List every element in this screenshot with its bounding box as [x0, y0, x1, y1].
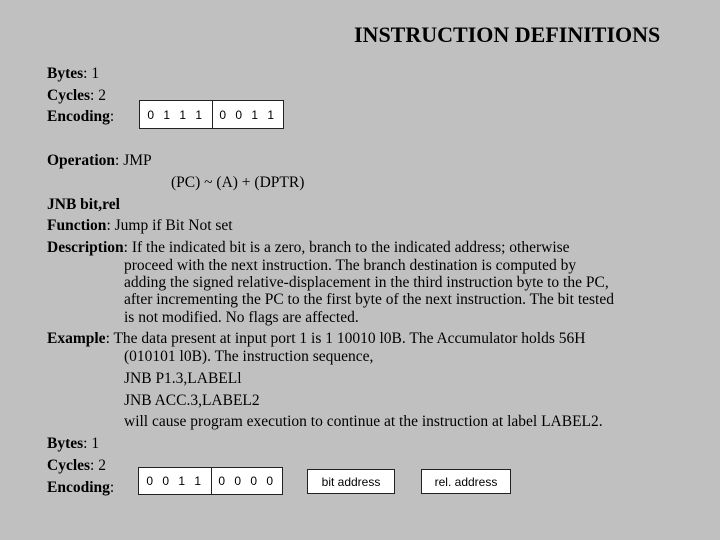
jnb-description	[47, 239, 570, 257]
jmp-bytes	[47, 65, 99, 83]
example-code-line: JNB P1.3,LABELl	[124, 370, 242, 387]
bytes-label: Bytes	[47, 435, 84, 452]
jmp-encoding	[47, 108, 114, 126]
example-label: Example	[47, 330, 106, 347]
bit-address-box: bit address	[307, 469, 395, 494]
bytes-value: : 1	[83, 65, 100, 82]
operation-label: Operation	[47, 152, 116, 169]
example-line: will cause program execution to continue at the instruction at label LABEL2.	[124, 413, 603, 430]
example-code-line: JNB ACC.3,LABEL2	[124, 392, 260, 409]
example-line: (010101 l0B). The instruction sequence,	[124, 348, 374, 365]
operation-value: : JMP	[115, 152, 152, 169]
jnb-bytes	[47, 435, 99, 453]
description-line: : If the indicated bit is a zero, branch to the indicated address; otherwise	[123, 239, 570, 256]
jnb-heading: JNB bit,rel	[47, 196, 120, 213]
jmp-operation	[47, 152, 152, 170]
jmp-cycles	[47, 87, 106, 105]
cycles-label: Cycles	[47, 87, 91, 104]
function-value: : Jump if Bit Not set	[106, 217, 233, 234]
description-line: proceed with the next instruction. The branch destination is computed by	[124, 257, 577, 274]
jnb-encoding-box	[138, 467, 283, 495]
function-label: Function	[47, 217, 107, 234]
jnb-function	[47, 217, 233, 235]
cycles-label: Cycles	[47, 457, 91, 474]
operation-expression: (PC) ~ (A) + (DPTR)	[171, 174, 305, 191]
rel-address-box: rel. address	[421, 469, 511, 494]
jnb-encoding	[47, 479, 114, 497]
encoding-label: Encoding	[47, 108, 110, 125]
description-line: adding the signed relative-displacement in the third instruction byte to the PC,	[124, 274, 609, 291]
cycles-value: : 2	[90, 457, 106, 474]
description-label: Description	[47, 239, 124, 256]
description-line: after incrementing the PC to the first byte of the next instruction. The bit tested	[124, 291, 614, 308]
description-line: is not modified. No flags are affected.	[124, 309, 359, 326]
jmp-encoding-box	[139, 100, 284, 129]
encoding-colon: :	[109, 108, 115, 125]
jnb-cycles	[47, 457, 106, 475]
encoding-label: Encoding	[47, 479, 110, 496]
cycles-value: : 2	[90, 87, 106, 104]
encoding-nibble-low: 0 0 0 0	[218, 474, 277, 488]
encoding-nibble-high: 0 0 1 1	[139, 468, 212, 494]
encoding-colon: :	[109, 479, 115, 496]
jnb-example	[47, 330, 585, 348]
bytes-value: : 1	[83, 435, 100, 452]
encoding-nibble-low: 0 0 1 1	[219, 107, 278, 122]
bytes-label: Bytes	[47, 65, 84, 82]
page-title: INSTRUCTION DEFINITIONS	[354, 22, 661, 47]
example-line: : The data present at input port 1 is 1 10010 l0B. The Accumulator holds 56H	[105, 330, 586, 347]
encoding-nibble-high: 0 1 1 1	[140, 101, 213, 128]
